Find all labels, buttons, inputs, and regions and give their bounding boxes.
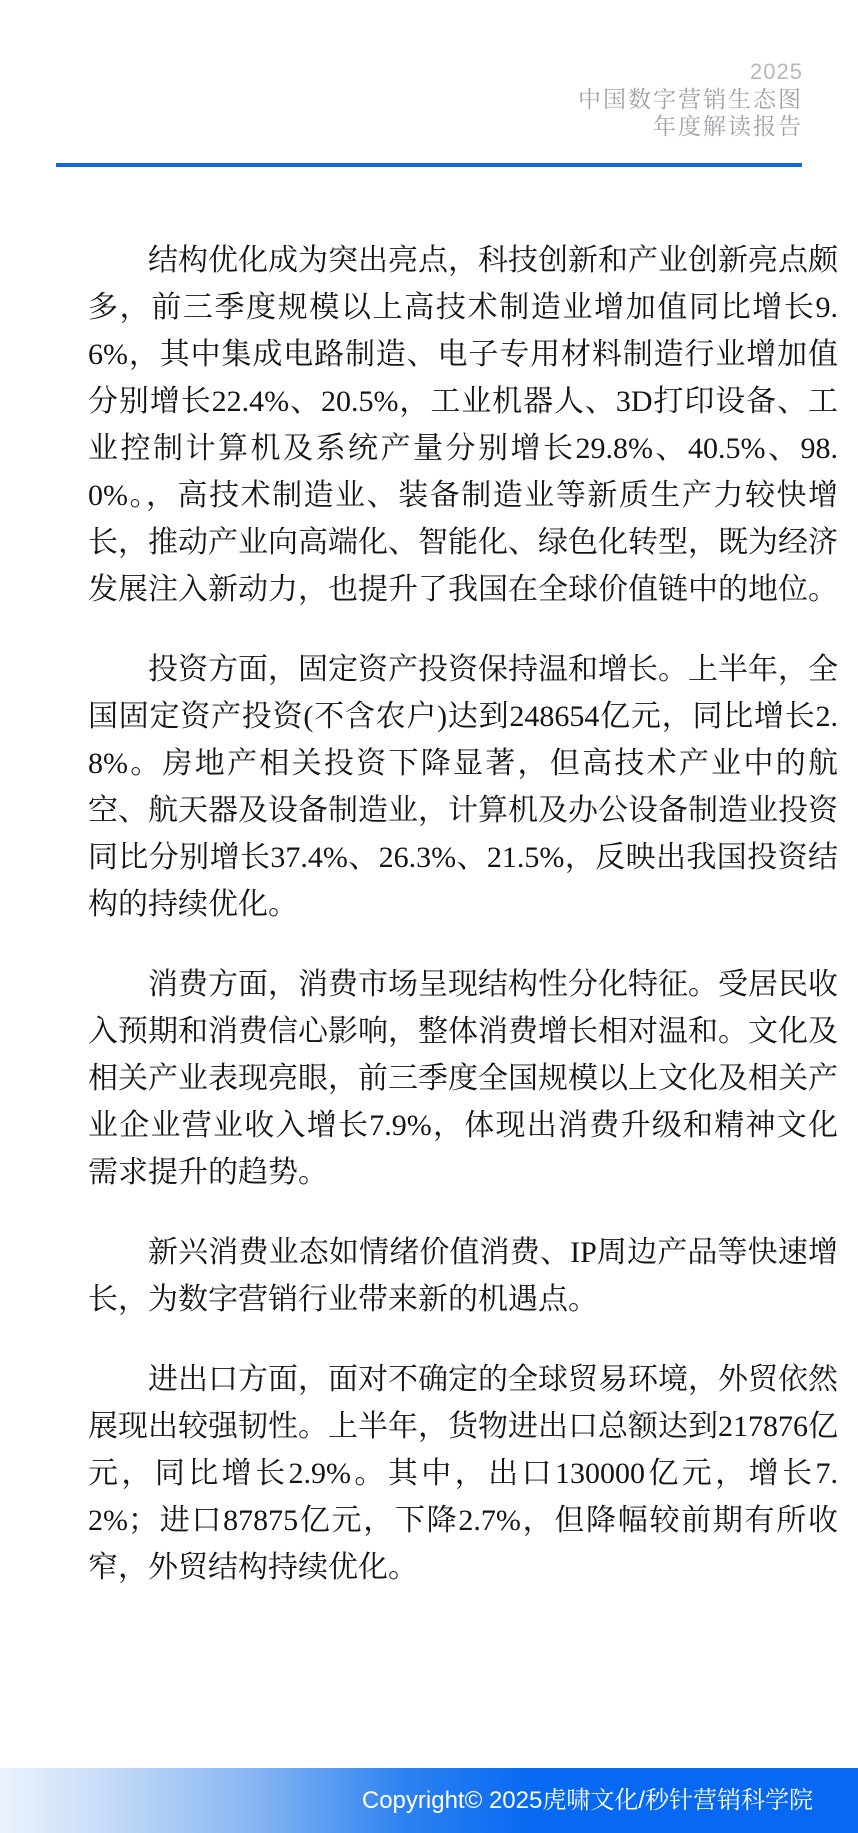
page-footer	[0, 1768, 858, 1833]
copyright-text: Copyright© 2025虎啸文化/秒针营销科学院	[361, 1787, 813, 1814]
paragraph-structure-optimization: 结构优化成为突出亮点，科技创新和产业创新亮点颇多，前三季度规模以上高技术制造业增加值同比增长9.6%，其中集成电路制造、电子专用材料制造行业增加值分别增长22.4%、20.5%，工业机器人、3D打印设备、工业控制计算机及系统产量分别增长29.8%、40.5%、98.0%。，高技术制造业、装备制造业等新质生产力较快增长，推动产业向高端化、智能化、绿色化转型，既为经济发展注入新动力，也提升了我国在全球价值链中的地位。	[88, 244, 838, 606]
header-title-line1: 中国数字营销生态图	[578, 86, 803, 112]
paragraph-consumption: 消费方面，消费市场呈现结构性分化特征。受居民收入预期和消费信心影响，整体消费增长相对温和。文化及相关产业表现亮眼，前三季度全国规模以上文化及相关产业企业营业收入增长7.9%，体现出消费升级和精神文化需求提升的趋势。	[88, 968, 838, 1189]
header-year: 2025	[750, 59, 803, 84]
paragraph-investment: 投资方面，固定资产投资保持温和增长。上半年，全国固定资产投资(不含农户)达到248654亿元，同比增长2.8%。房地产相关投资下降显著，但高技术产业中的航空、航天器及设备制造业，计算机及办公设备制造业投资同比分别增长37.4%、26.3%、21.5%，反映出我国投资结构的持续优化。	[88, 653, 838, 921]
body-text	[88, 237, 838, 1591]
paragraph-new-consumption: 新兴消费业态如情绪价值消费、IP周边产品等快速增长，为数字营销行业带来新的机遇点。	[88, 1236, 838, 1316]
paragraph-import-export: 进出口方面，面对不确定的全球贸易环境，外贸依然展现出较强韧性。上半年，货物进出口总额达到217876亿元，同比增长2.9%。其中，出口130000亿元，增长7.2%；进口87875亿元，下降2.7%，但降幅较前期有所收窄，外贸结构持续优化。	[88, 1363, 838, 1584]
header-divider	[56, 163, 802, 167]
header-title-line2: 年度解读报告	[653, 113, 803, 139]
page-header	[578, 58, 803, 140]
